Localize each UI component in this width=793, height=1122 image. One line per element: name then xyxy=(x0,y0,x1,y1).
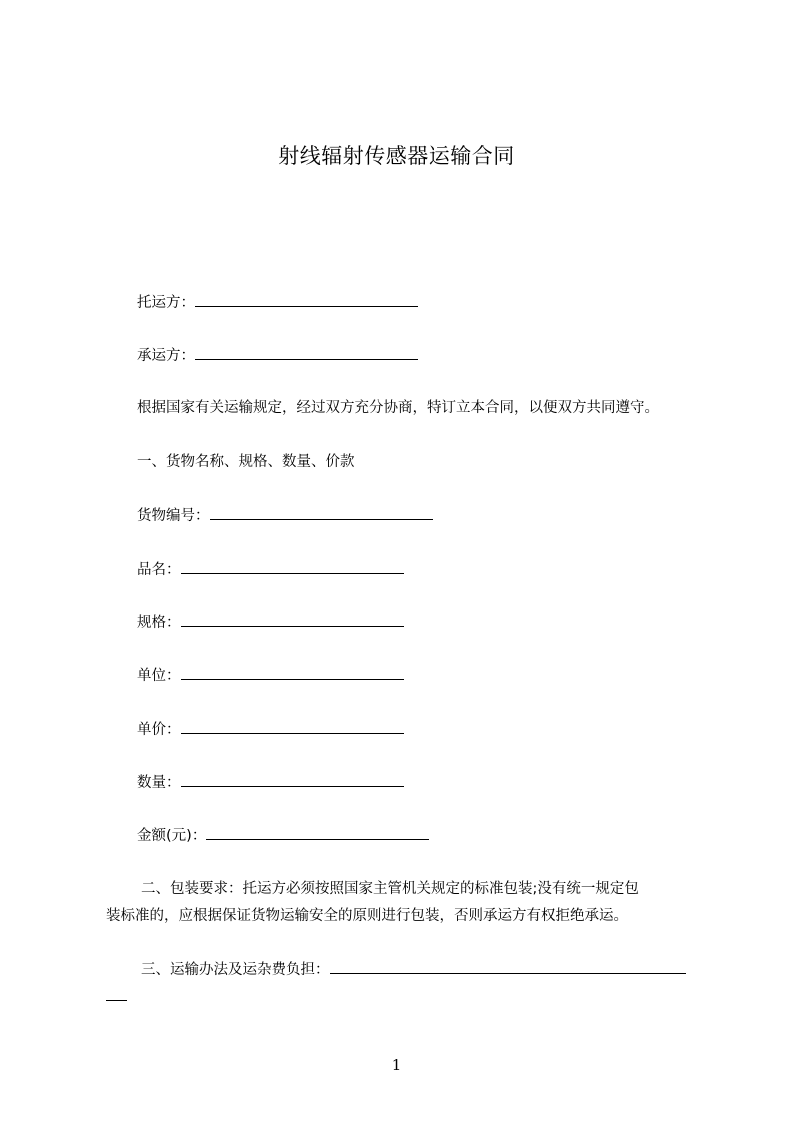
field-label: 数量： xyxy=(137,775,181,791)
section2-line2: 装标准的，应根据保证货物运输安全的原则进行包装，否则承运方有权拒绝承运。 xyxy=(106,908,628,924)
field-goods-number xyxy=(137,505,433,526)
page-number: 1 xyxy=(391,1056,402,1074)
document-title: 射线辐射传感器运输合同 xyxy=(278,144,515,168)
field-label: 品名： xyxy=(137,562,181,578)
shipper-line xyxy=(137,292,418,313)
section3-blank-continued[interactable] xyxy=(106,986,127,1001)
goods-number-blank[interactable] xyxy=(210,505,433,520)
section3-blank[interactable] xyxy=(330,959,686,974)
field-label: 金额(元)： xyxy=(137,828,207,844)
section1-heading: 一、货物名称、规格、数量、价款 xyxy=(137,454,355,470)
section3-label: 三、运输办法及运杂费负担： xyxy=(141,962,330,978)
unit-blank[interactable] xyxy=(181,665,404,680)
field-quantity xyxy=(137,772,404,793)
field-amount xyxy=(137,825,429,846)
section3-continuation xyxy=(106,986,127,1007)
field-label: 规格： xyxy=(137,615,181,631)
shipper-label: 托运方： xyxy=(137,295,195,311)
carrier-blank[interactable] xyxy=(195,345,418,360)
section3-line xyxy=(141,959,686,980)
carrier-line xyxy=(137,345,418,366)
field-product-name xyxy=(137,559,404,580)
carrier-label: 承运方： xyxy=(137,348,195,364)
field-label: 货物编号： xyxy=(137,508,210,524)
unit-price-blank[interactable] xyxy=(181,719,404,734)
field-specification xyxy=(137,612,404,633)
shipper-blank[interactable] xyxy=(195,292,418,307)
field-label: 单价： xyxy=(137,722,181,738)
field-unit xyxy=(137,665,404,686)
product-name-blank[interactable] xyxy=(181,559,404,574)
quantity-blank[interactable] xyxy=(181,772,404,787)
preamble-text: 根据国家有关运输规定，经过双方充分协商，特订立本合同，以便双方共同遵守。 xyxy=(137,400,659,416)
specification-blank[interactable] xyxy=(181,612,404,627)
section2-line1: 二、包装要求：托运方必须按照国家主管机关规定的标准包装;没有统一规定包 xyxy=(141,881,639,897)
field-unit-price xyxy=(137,719,404,740)
amount-blank[interactable] xyxy=(206,825,429,840)
field-label: 单位： xyxy=(137,668,181,684)
